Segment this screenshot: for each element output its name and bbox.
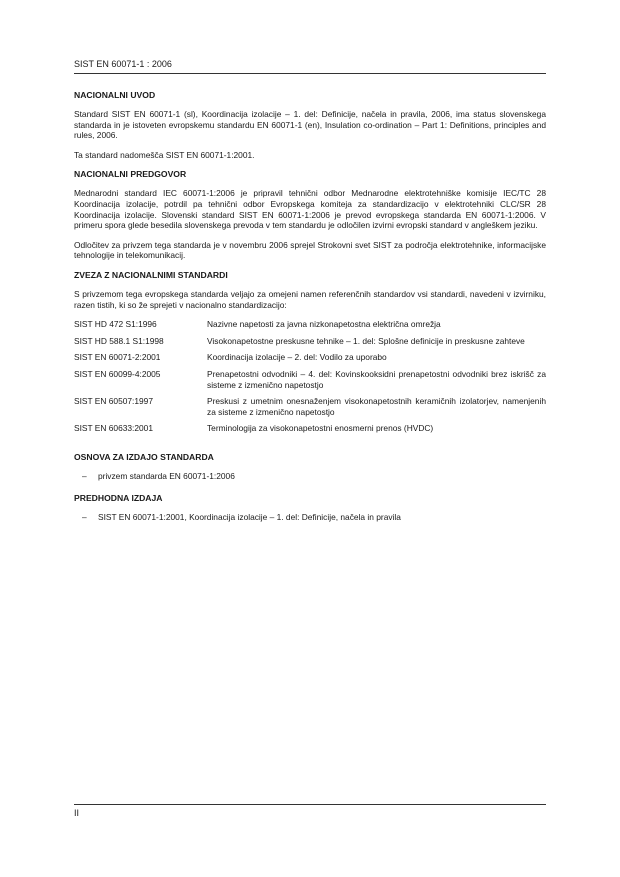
ref-title: Koordinacija izolacije – 2. del: Vodilo za uporabo (207, 352, 387, 363)
section-title-zveza: ZVEZA Z NACIONALNIMI STANDARDI (74, 269, 228, 280)
page-header: SIST EN 60071-1 : 2006 (74, 59, 172, 69)
ref-title: Prenapetostni odvodniki – 4. del: Kovinskooksidni prenapetostni odvodniki brez iskrišč za sisteme z izmenično napetostjo (207, 368, 546, 390)
ref-code: SIST EN 60633:2001 (74, 423, 153, 434)
zveza-paragraph-1: S privzemom tega evropskega standarda veljajo za omejeni namen referenčnih standardov vsi standardi, navedeni v izvirniku, razen tistih, ki so že sprejeti v nacionalno standardizacijo: (74, 288, 546, 310)
header-rule (74, 73, 546, 74)
ref-title: Nazivne napetosti za javna nizkonapetostna električna omrežja (207, 319, 441, 330)
table-row (74, 352, 546, 369)
footer-rule (74, 804, 546, 805)
dash-marker: – (82, 512, 87, 523)
table-row (74, 319, 546, 336)
list-item-text: privzem standarda EN 60071-1:2006 (98, 470, 235, 481)
ref-title: Visokonapetostne preskusne tehnike – 1. del: Splošne definicije in preskusne zahteve (207, 335, 525, 346)
page-number: II (74, 808, 80, 818)
ref-code: SIST EN 60099-4:2005 (74, 368, 161, 379)
dash-marker: – (82, 470, 87, 481)
ref-code: SIST HD 472 S1:1996 (74, 319, 157, 330)
predgovor-paragraph-2: Odločitev za privzem tega standarda je v novembru 2006 sprejel Strokovni svet SIST za področja elektrotehnike, informacijske tehnologije in telekomunikacij. (74, 239, 546, 261)
osnova-list (74, 471, 546, 482)
page-content (74, 90, 546, 535)
ref-code: SIST HD 588.1 S1:1998 (74, 335, 164, 346)
section-title-predgovor: NACIONALNI PREDGOVOR (74, 169, 187, 180)
ref-code: SIST EN 60071-2:2001 (74, 352, 161, 363)
uvod-paragraph-2: Ta standard nadomešča SIST EN 60071-1:2001. (74, 149, 255, 160)
reference-standards-table (74, 319, 546, 440)
predhodna-list (74, 512, 546, 523)
section-title-uvod: NACIONALNI UVOD (74, 90, 156, 100)
predgovor-paragraph-1: Mednarodni standard IEC 60071-1:2006 je pripravil tehnični odbor Mednarodne elektrotehniške komisije IEC/TC 28 Koordinacija izolacije, potrdil pa tehnični odbor Evropskega komiteja za standardizacijo v elektrotehniki CLC/SR 28 Koordinacija izolacije. Slovenski standard SIST EN 60071-1:2006 je prevod evropskega standarda EN 60071-1:2006. V primeru spora glede besedila slovenskega prevoda v tem standardu je odločilen izvirni evropski standard v angleškem jeziku. (74, 188, 546, 231)
ref-title: Preskusi z umetnim onesnaženjem visokonapetostnih keramičnih izolatorjev, namenjenih za sisteme z izmenično napetostjo (207, 396, 546, 417)
section-title-osnova: OSNOVA ZA IZDAJO STANDARDA (74, 451, 214, 462)
table-row (74, 369, 546, 396)
table-row (74, 396, 546, 423)
ref-code: SIST EN 60507:1997 (74, 396, 153, 407)
uvod-paragraph-1: Standard SIST EN 60071-1 (sl), Koordinacija izolacije – 1. del: Definicije, načela in pravila, 2006, ima status slovenskega standarda in je istoveten evropskemu standardu EN 60071-1 (en), Insulation co-ordination – Part 1: Definitions, principles and rules, 2006. (74, 109, 546, 141)
table-row (74, 423, 546, 440)
ref-title: Terminologija za visokonapetostni enosmerni prenos (HVDC) (207, 423, 434, 434)
document-page (74, 0, 546, 877)
section-title-predhodna: PREDHODNA IZDAJA (74, 493, 163, 504)
list-item (74, 471, 546, 482)
list-item-text: SIST EN 60071-1:2001, Koordinacija izolacije – 1. del: Definicije, načela in pravila (98, 512, 401, 523)
table-row (74, 336, 546, 353)
list-item (74, 512, 546, 523)
